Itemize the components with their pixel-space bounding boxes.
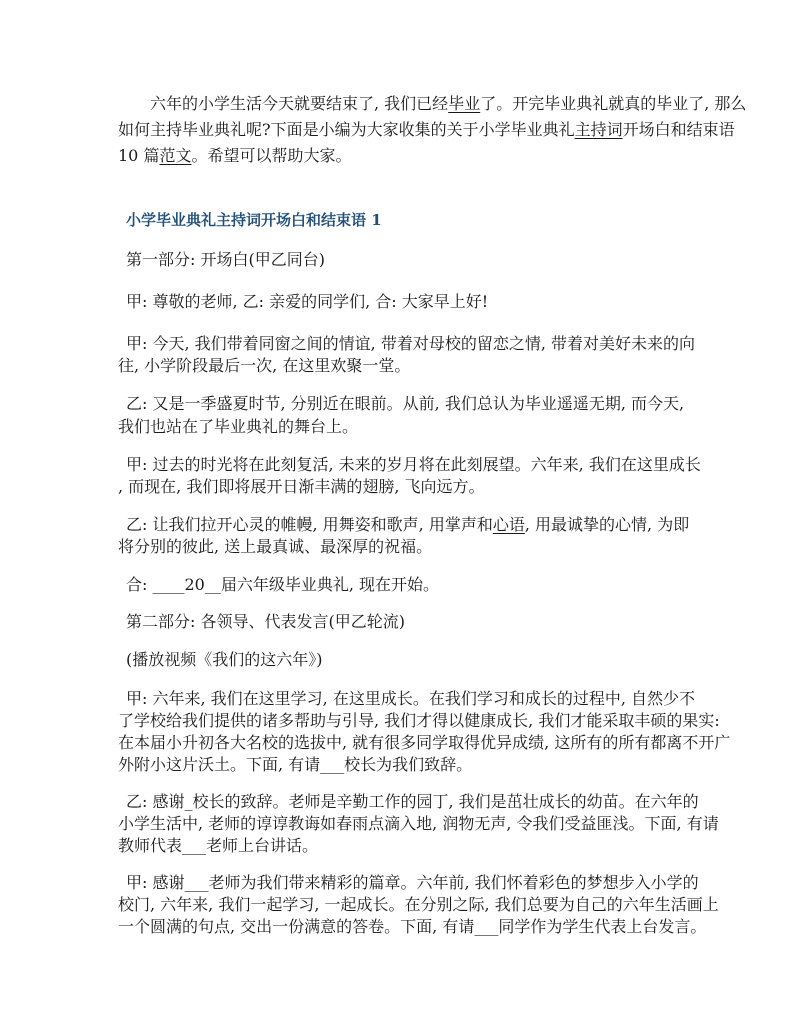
intro-line-2 <box>118 120 735 140</box>
paragraph-line: 第二部分: 各领导、代表发言(甲乙轮流) <box>126 612 405 631</box>
link-host-speech[interactable]: 主持词 <box>574 120 623 139</box>
paragraph-line: (播放视频《我们的这六年》) <box>126 650 323 669</box>
paragraph-line: 教师代表___老师上台讲话。 <box>118 836 319 855</box>
intro-text: 六年的小学生活今天就要结束了, 我们已经 <box>150 94 449 113</box>
paragraph-line <box>126 515 689 535</box>
intro-text: 10 篇 <box>118 146 160 165</box>
paragraph-line: 外附小这片沃土。下面, 有请___校长为我们致辞。 <box>118 755 473 774</box>
intro-text: 。希望可以帮助大家。 <box>191 146 352 165</box>
paragraph-text: , 用最诚挚的心情, 为即 <box>524 515 690 534</box>
paragraph-line: 乙: 感谢_校长的致辞。老师是辛勤工作的园丁, 我们是茁壮成长的幼苗。在六年的 <box>126 792 699 811</box>
paragraph-line: 乙: 又是一季盛夏时节, 分别近在眼前。从前, 我们总认为毕业遥遥无期, 而今天, <box>126 394 685 413</box>
paragraph-line: 我们也站在了毕业典礼的舞台上。 <box>118 417 359 436</box>
link-heart-words[interactable]: 心语 <box>492 515 525 534</box>
intro-line-3 <box>118 146 351 166</box>
paragraph-line: 一个圆满的句点, 交出一份满意的答卷。下面, 有请___同学作为学生代表上台发言。 <box>118 917 707 936</box>
intro-text: 了。开完毕业典礼就真的毕业了, 那么 <box>480 94 747 113</box>
paragraph-line: 将分别的彼此, 送上最真诚、最深厚的祝福。 <box>118 537 433 556</box>
section-title: 小学毕业典礼主持词开场白和结束语 1 <box>126 211 382 229</box>
paragraph-line: 校门, 六年来, 我们一起学习, 一起成长。在分别之际, 我们总要为自己的六年生活画上 <box>118 895 719 914</box>
intro-text: 开场白和结束语 <box>622 120 735 139</box>
paragraph-line: 第一部分: 开场白(甲乙同台) <box>126 250 325 269</box>
intro-text: 如何主持毕业典礼呢?下面是小编为大家收集的关于小学毕业典礼 <box>118 120 575 139</box>
paragraph-text: 乙: 让我们拉开心灵的帷幔, 用舞姿和歌声, 用掌声和 <box>126 515 493 534</box>
intro-line-1 <box>150 94 746 114</box>
paragraph-line: 小学生活中, 老师的谆谆教诲如春雨点滴入地, 润物无声, 令我们受益匪浅。下面, 有请 <box>118 814 719 833</box>
paragraph-line: 甲: 今天, 我们带着同窗之间的情谊, 带着对母校的留恋之情, 带着对美好未来的向 <box>126 334 695 353</box>
link-sample-essay[interactable]: 范文 <box>159 146 192 165</box>
paragraph-line: 往, 小学阶段最后一次, 在这里欢聚一堂。 <box>118 356 411 375</box>
paragraph-line: 甲: 尊敬的老师, 乙: 亲爱的同学们, 合: 大家早上好! <box>126 292 489 311</box>
paragraph-line: 甲: 感谢___老师为我们带来精彩的篇章。六年前, 我们怀着彩色的梦想步入小学的 <box>126 873 699 892</box>
paragraph-line: , 而现在, 我们即将展开日渐丰满的翅膀, 飞向远方。 <box>118 477 485 496</box>
paragraph-line: 了学校给我们提供的诸多帮助与引导, 我们才得以健康成长, 我们才能采取丰硕的果实: <box>118 711 720 730</box>
paragraph-line: 在本届小升初各大名校的选拔中, 就有很多同学取得优异成绩, 这所有的所有都离不开广 <box>118 733 731 752</box>
paragraph-line: 甲: 六年来, 我们在这里学习, 在这里成长。在我们学习和成长的过程中, 自然少不 <box>126 689 695 708</box>
paragraph-line: 甲: 过去的时光将在此刻复活, 未来的岁月将在此刻展望。六年来, 我们在这里成长 <box>126 455 701 474</box>
link-graduation[interactable]: 毕业 <box>448 94 481 113</box>
paragraph-line: 合: ____20__届六年级毕业典礼, 现在开始。 <box>126 575 440 594</box>
